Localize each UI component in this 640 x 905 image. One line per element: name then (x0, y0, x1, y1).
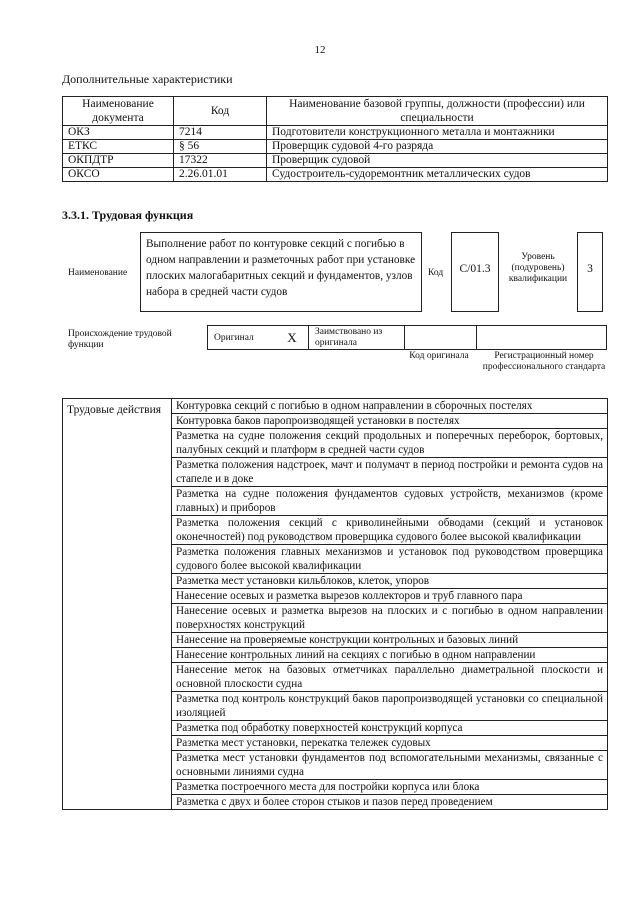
origin-table (207, 325, 607, 350)
reg-number-label: Регистрационный номер профессионального стандарта (482, 351, 606, 372)
additional-characteristics-table (62, 96, 608, 182)
qualification-level-label: Уровень (подуровень) квалификации (508, 252, 568, 284)
cell-code: § 56 (174, 140, 267, 154)
cell-doc: ОКПДТР (63, 154, 174, 168)
function-code-box: C/01.3 (451, 232, 499, 312)
qualification-level-box: 3 (577, 232, 603, 312)
cell-code: 17322 (174, 154, 267, 168)
header-group-name: Наименование базовой группы, должности (профессии) или специальности (267, 97, 608, 126)
name-label: Наименование (68, 268, 128, 278)
action-item: Разметка положения надстроек, мачт и полумачт в период постройки и ремонта судов на стапеле и в доке (172, 458, 608, 487)
section-title: 3.3.1. Трудовая функция (62, 208, 194, 222)
table-row (63, 126, 608, 140)
reg-number-cell (476, 326, 606, 349)
origin-code-cell (404, 326, 476, 349)
origin-code-label: Код оригинала (409, 351, 469, 361)
action-item: Нанесение меток на базовых отметчиках параллельно диаметральной плоскости и основной плоскости судна (172, 663, 608, 692)
action-item: Разметка под контроль конструкций баков паропроизводящей установки со специальной изоляцией (172, 692, 608, 721)
action-item: Разметка построечного места для постройки корпуса или блока (172, 780, 608, 795)
action-item: Нанесение осевых и разметка вырезов на плоских и с погибью в одном направлении поверхностях конструкций (172, 604, 608, 633)
action-item: Контуровка секций с погибью в одном направлении в сборочных постелях (172, 399, 608, 414)
labor-actions-table (62, 398, 608, 810)
action-item: Разметка под обработку поверхностей конструкций корпуса (172, 721, 608, 736)
page-number: 12 (314, 44, 326, 56)
code-label: Код (428, 268, 444, 278)
action-item: Разметка мест установки фундаментов под вспомогательными механизмы, связанные с основными линиями судна (172, 751, 608, 780)
table-row (63, 140, 608, 154)
action-item: Разметка на судне положения секций продольных и поперечных переборок, бортовых, палубных секций и платформ в средней части судов (172, 429, 608, 458)
action-item: Контуровка баков паропроизводящей установки в постелях (172, 414, 608, 429)
origin-label: Происхождение трудовой функции (68, 329, 172, 350)
header-code: Код (174, 97, 267, 126)
labor-actions-label: Трудовые действия (63, 399, 172, 810)
action-item: Нанесение контрольных линий на секциях с погибью в одном направлении (172, 648, 608, 663)
cell-doc: ОКСО (63, 168, 174, 182)
cell-code: 2.26.01.01 (174, 168, 267, 182)
original-label: Оригинал (214, 333, 254, 343)
function-name-box: Выполнение работ по контуровке секций с погибью в одном направлении и разметочных работ при установке плоских малогабаритных секций и фундаментов, узлов набора в средней части судов (140, 232, 422, 312)
action-item: Нанесение осевых и разметка вырезов коллекторов и труб главного пара (172, 589, 608, 604)
cell-doc: ЕТКС (63, 140, 174, 154)
borrowed-label: Заимствовано из оригинала (308, 326, 404, 349)
cell-name: Подготовители конструкционного металла и монтажники (267, 126, 608, 140)
cell-name: Проверщик судовой 4-го разряда (267, 140, 608, 154)
action-item: Нанесение на проверяемые конструкции контрольных и базовых линий (172, 633, 608, 648)
cell-doc: ОКЗ (63, 126, 174, 140)
table-row (63, 168, 608, 182)
original-mark: X (287, 330, 297, 345)
action-item: Разметка мест установки, перекатка тележек судовых (172, 736, 608, 751)
action-item: Разметка с двух и более сторон стыков и пазов перед проведением (172, 795, 608, 810)
action-item: Разметка на судне положения фундаментов судовых устройств, механизмов (кроме главных) и приборов (172, 487, 608, 516)
cell-name: Судостроитель-судоремонтник металлических судов (267, 168, 608, 182)
action-item: Разметка мест установки кильблоков, клеток, упоров (172, 574, 608, 589)
table-row (63, 154, 608, 168)
table-header-row (63, 97, 608, 126)
table-row (63, 399, 608, 414)
additional-characteristics-heading: Дополнительные характеристики (62, 72, 233, 86)
header-document: Наименование документа (63, 97, 174, 126)
action-item: Разметка положения секций с криволинейными обводами (секций и установок оконечностей) под руководством проверщика судового более высокой квалификации (172, 516, 608, 545)
cell-name: Проверщик судовой (267, 154, 608, 168)
action-item: Разметка положения главных механизмов и установок под руководством проверщика судового более высокой квалификации (172, 545, 608, 574)
cell-code: 7214 (174, 126, 267, 140)
